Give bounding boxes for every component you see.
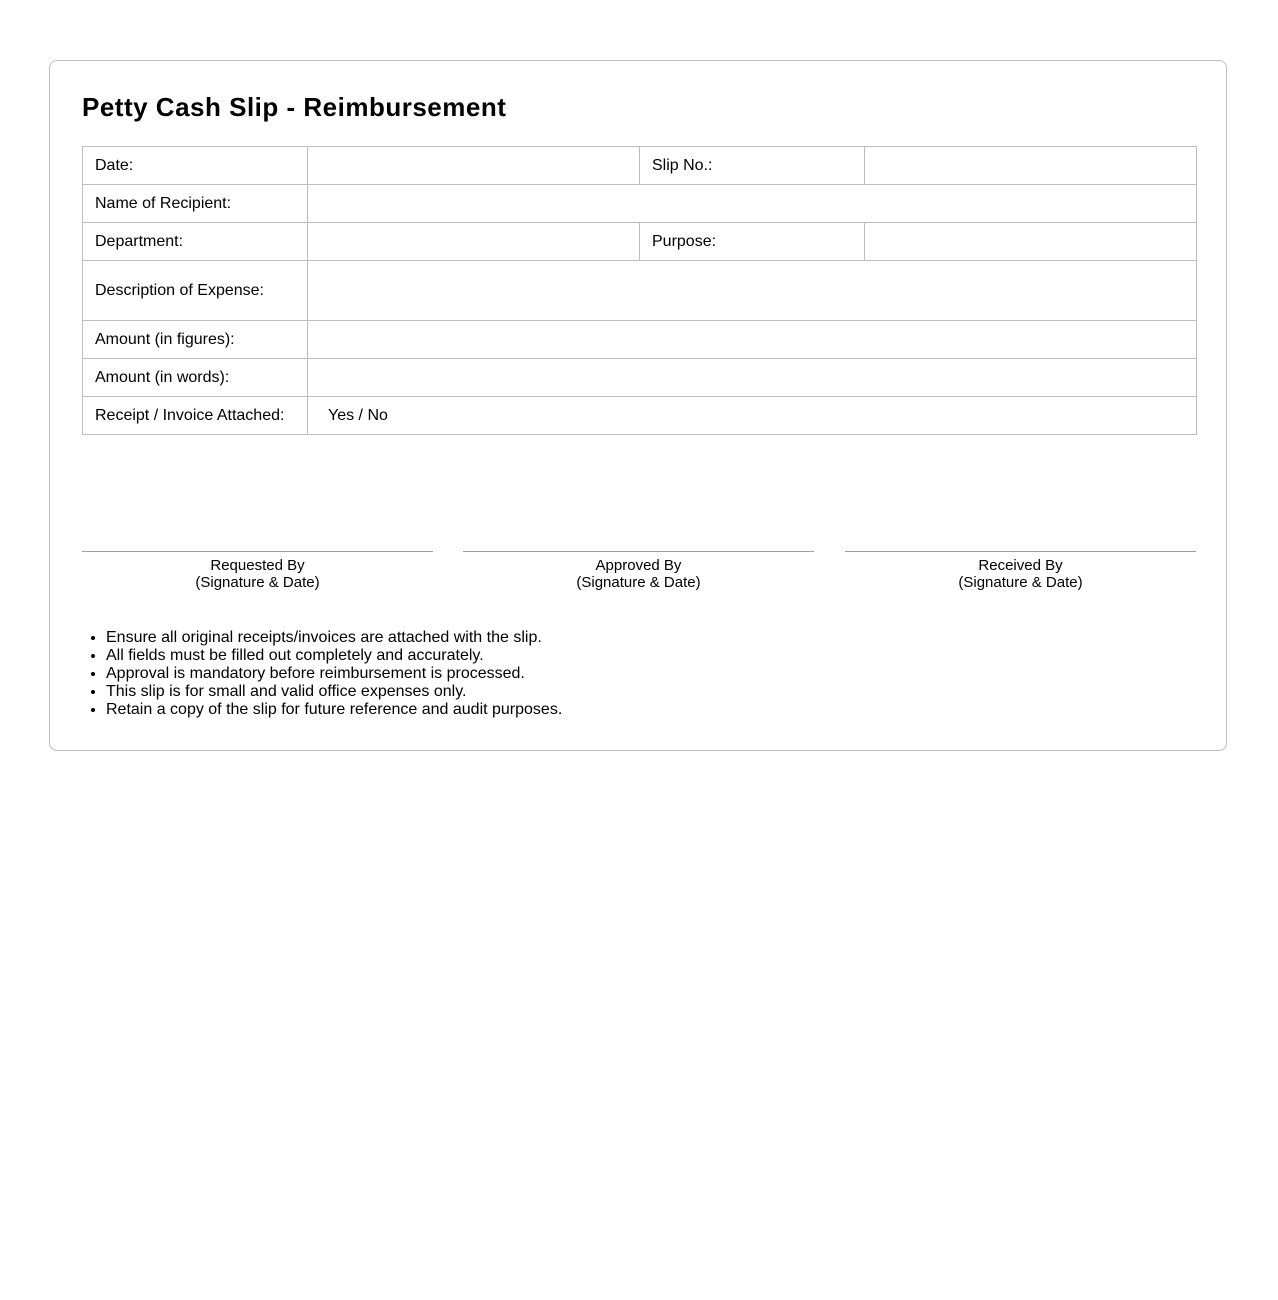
recipient-label: Name of Recipient:: [83, 185, 308, 223]
received-by-note: (Signature & Date): [958, 574, 1083, 591]
row-description: [83, 261, 1197, 321]
list-item: • Retain a copy of the slip for future reference and audit purposes.: [106, 701, 562, 719]
row-date-slip: [83, 147, 1197, 185]
amount-words-field[interactable]: [308, 359, 1197, 397]
list-item: • Approval is mandatory before reimbursement is processed.: [106, 665, 562, 683]
received-by-label: Received By: [978, 557, 1063, 574]
slip-form-table: [82, 146, 1197, 435]
approved-by-note: (Signature & Date): [576, 574, 701, 591]
description-label: Description of Expense:: [83, 261, 308, 321]
list-item: • All fields must be filled out completely and accurately.: [106, 647, 562, 665]
date-label: Date:: [83, 147, 308, 185]
list-item: • Ensure all original receipts/invoices are attached with the slip.: [106, 629, 562, 647]
amount-figures-field[interactable]: [308, 321, 1197, 359]
department-field[interactable]: [308, 223, 640, 261]
amount-words-label: Amount (in words):: [83, 359, 308, 397]
petty-cash-slip: [49, 60, 1227, 751]
receipt-label: Receipt / Invoice Attached:: [83, 397, 308, 435]
requested-by-signature[interactable]: [82, 551, 433, 591]
slip-title: Petty Cash Slip - Reimbursement: [82, 92, 507, 122]
instructions-list: [82, 629, 562, 719]
row-receipt: [83, 397, 1197, 435]
row-amount-words: [83, 359, 1197, 397]
list-item: • This slip is for small and valid office expenses only.: [106, 683, 562, 701]
row-recipient: [83, 185, 1197, 223]
row-department-purpose: [83, 223, 1197, 261]
row-amount-figures: [83, 321, 1197, 359]
recipient-field[interactable]: [308, 185, 1197, 223]
requested-by-label: Requested By: [210, 557, 305, 574]
approved-by-signature[interactable]: [463, 551, 814, 591]
purpose-label: Purpose:: [640, 223, 865, 261]
receipt-yes-no[interactable]: Yes / No: [308, 397, 1197, 435]
date-field[interactable]: [308, 147, 640, 185]
signature-section: [82, 551, 1196, 601]
slip-no-field[interactable]: [865, 147, 1197, 185]
purpose-field[interactable]: [865, 223, 1197, 261]
requested-by-note: (Signature & Date): [195, 574, 320, 591]
description-field[interactable]: [308, 261, 1197, 321]
received-by-signature[interactable]: [845, 551, 1196, 591]
slip-no-label: Slip No.:: [640, 147, 865, 185]
approved-by-label: Approved By: [595, 557, 682, 574]
department-label: Department:: [83, 223, 308, 261]
amount-figures-label: Amount (in figures):: [83, 321, 308, 359]
